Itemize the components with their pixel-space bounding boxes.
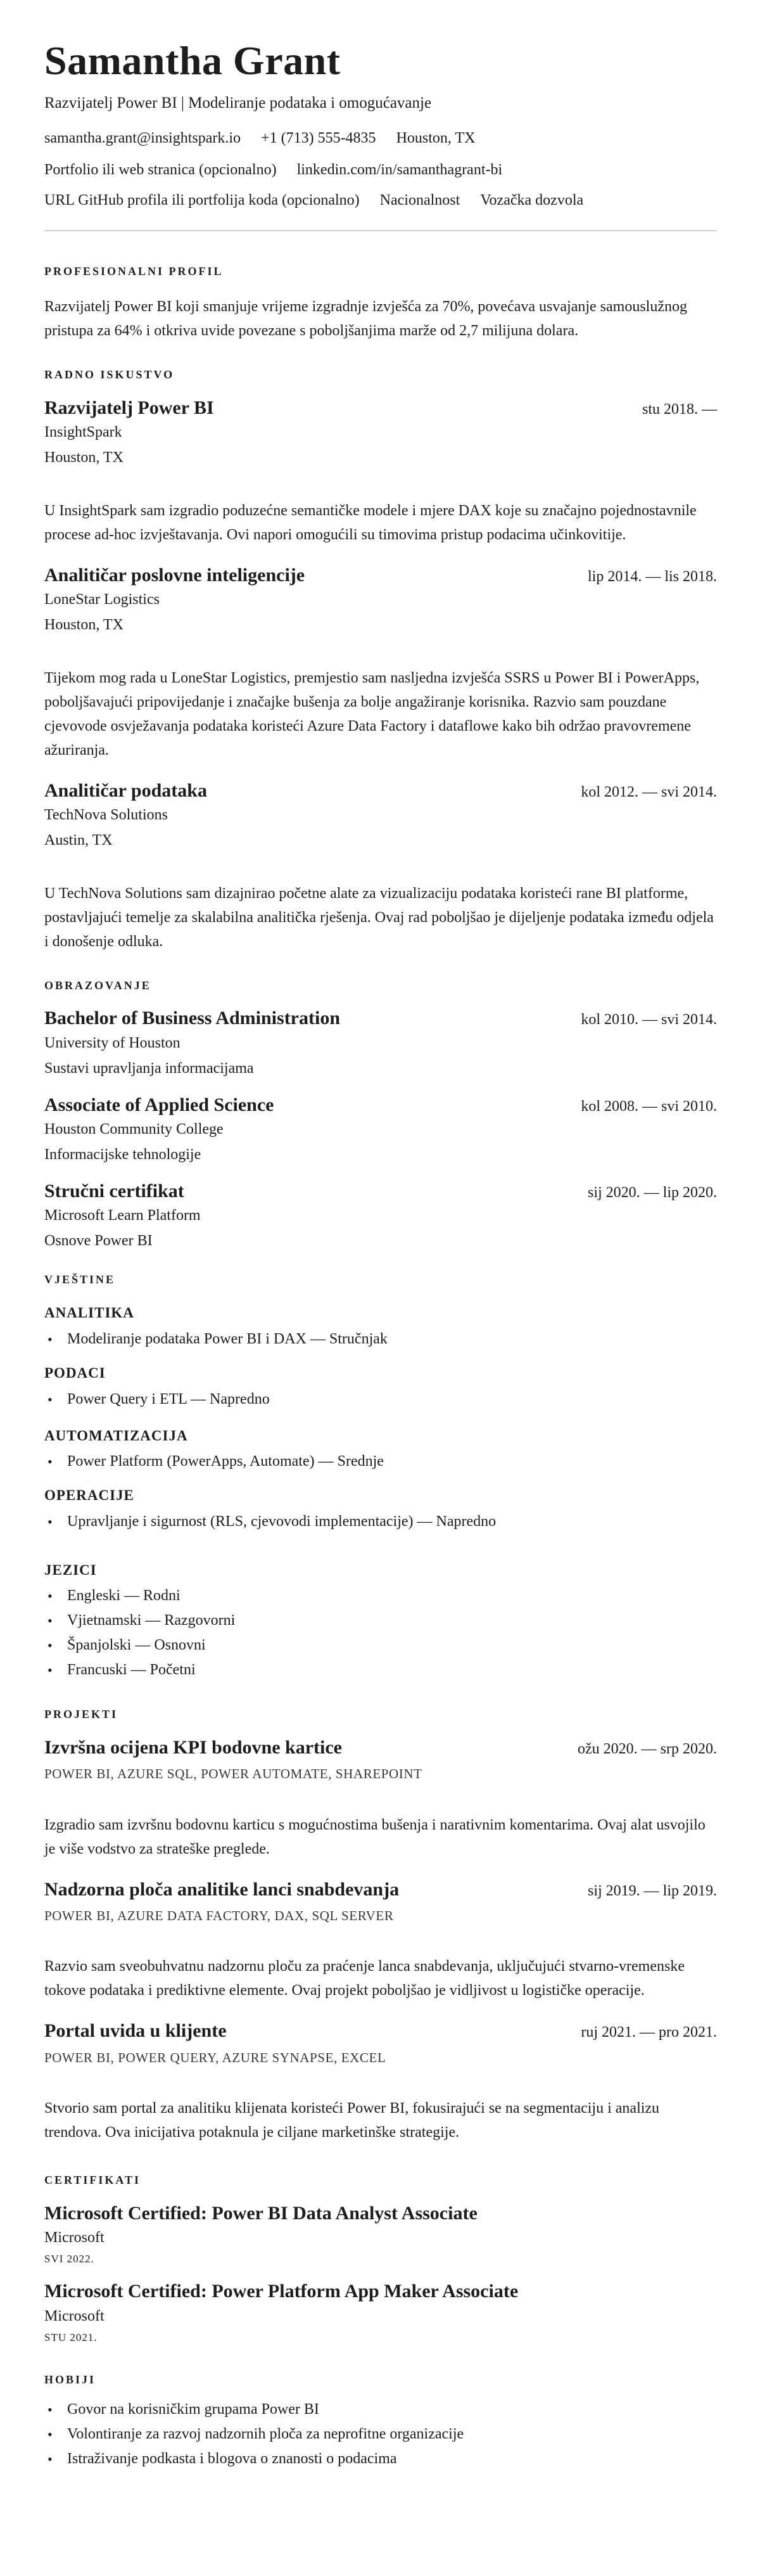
person-name: Samantha Grant [44,38,341,83]
experience-entry-head [44,397,717,420]
project-technologies: POWER BI, POWER QUERY, AZURE SYNAPSE, EXCEL [44,2049,386,2065]
project-title: Portal uvida u klijente [44,2020,227,2042]
nationality-placeholder: Nacionalnost [379,191,460,208]
language-item: • Francuski — Početni [44,1660,713,1680]
certificate-entry [44,2203,717,2266]
certificates-section-label: CERTIFIKATI [44,2173,141,2186]
hobby-item: • Istraživanje podkasta i blogova o znanosti o podacima [44,2449,713,2469]
skill-category-operations: OPERACIJE [44,1487,134,1504]
skill-list [44,1390,717,1409]
project-entry-head [44,1737,717,1759]
section-skills [44,1273,717,1681]
certificate-issuer: Microsoft [44,2229,104,2246]
header-divider [44,230,717,231]
job-title: Analitičar poslovne inteligencije [44,564,305,586]
job-company: InsightSpark [44,424,122,441]
job-company: TechNova Solutions [44,807,168,824]
project-entry [44,1737,717,1861]
headline: Razvijatelj Power BI | Modeliranje podataka i omogućavanje [44,94,432,112]
project-entry-head [44,2020,717,2042]
contact-row-1 [44,129,717,148]
degree-school: University of Houston [44,1034,180,1051]
job-description: Tijekom mog rada u LoneStar Logistics, premjestio sam nasljedna izvješća SSRS u Power BI i PowerApps, poboljšavajući pripovijedanje i značajke bušenja za bolje angažiranje korisnika. Razvio sam pouzdane cjevovode osvježavanja podataka koristeći Azure Data Factory i dataflowe kako bih održao pravovremene ažuriranja. [44,669,700,759]
resume-header [44,38,717,209]
experience-entry [44,397,717,547]
driving-license-placeholder: Vozačka dozvola [480,191,584,208]
project-description: Izgradio sam izvršnu bodovnu karticu s mogućnostima bušenja i narativnim komentarima. Ovaj alat usvojilo je više vodstvo za strateške preglede. [44,1816,706,1857]
degree-title: Stručni certifikat [44,1180,184,1201]
project-technologies: POWER BI, AZURE SQL, POWER AUTOMATE, SHAREPOINT [44,1766,422,1782]
education-section-label: OBRAZOVANJE [44,978,151,992]
project-technologies: POWER BI, AZURE DATA FACTORY, DAX, SQL SERVER [44,1908,394,1924]
language-item: • Engleski — Rodni [44,1586,713,1606]
linkedin-url: linkedin.com/in/samanthagrant-bi [296,161,503,178]
job-title: Analitičar podataka [44,779,207,801]
certificate-issuer: Microsoft [44,2307,104,2324]
education-entry [44,1181,717,1250]
phone: +1 (713) 555-4835 [261,130,376,146]
hobby-item: • Govor na korisničkim grupama Power BI [44,2400,713,2419]
project-dates: sij 2019. — lip 2019. [587,1882,717,1899]
job-location: Houston, TX [44,449,124,466]
experience-section-label: RADNO ISKUSTVO [44,368,175,381]
certificate-title: Microsoft Certified: Power BI Data Analyst Associate [44,2202,478,2224]
skill-item: • Modeliranje podataka Power BI i DAX — Stručnjak [44,1330,713,1349]
skill-category-automation: AUTOMATIZACIJA [44,1427,188,1444]
skill-category-data: PODACI [44,1364,106,1381]
skill-category-languages: JEZICI [44,1561,97,1578]
section-certificates [44,2174,717,2344]
project-dates: ruj 2021. — pro 2021. [581,2024,717,2041]
project-title: Nadzorna ploča analitike lanci snabdevanja [44,1878,400,1900]
github-placeholder: URL GitHub profila ili portfolija koda (opcionalno) [44,191,360,208]
skill-item: • Power Query i ETL — Napredno [44,1390,713,1409]
job-description: U InsightSpark sam izgradio poduzećne semantičke modele i mjere DAX koje su značajno pojednostavnile procese ad-hoc izvještavanja. Ovi napori omogućili su timovima pristup podacima učinkovitije. [44,502,697,543]
degree-dates: sij 2020. — lip 2020. [587,1184,717,1201]
education-entry-head [44,1094,717,1117]
language-item: • Vjietnamski — Razgovorni [44,1611,713,1631]
certificate-date: STU 2021. [44,2331,98,2343]
hobby-item: • Volontiranje za razvoj nadzornih ploča za neprofitne organizacije [44,2425,713,2444]
job-dates: lip 2014. — lis 2018. [587,568,717,585]
location: Houston, TX [396,130,476,146]
language-item: • Španjolski — Osnovni [44,1636,713,1655]
section-education [44,979,717,1250]
degree-title: Bachelor of Business Administration [44,1008,341,1029]
email: samantha.grant@insightspark.io [44,130,241,146]
profile-summary: Razvijatelj Power BI koji smanjuje vrijeme izgradnje izvješća za 70%, povećava usvajanje samouslužnog pristupa za 64% i otkriva uvide povezane s poboljšanjima marže od 2,7 milijuna dolara. [44,298,687,339]
education-entry [44,1094,717,1164]
project-title: Izvršna ocijena KPI bodovne kartice [44,1736,342,1758]
degree-field: Sustavi upravljanja informacijama [44,1060,254,1077]
job-location: Houston, TX [44,616,124,633]
degree-title: Associate of Applied Science [44,1094,274,1115]
hobby-list [44,2400,717,2469]
language-list [44,1586,717,1680]
experience-entry-head [44,780,717,802]
skill-list [44,1512,717,1532]
projects-section-label: PROJEKTI [44,1708,118,1721]
job-company: LoneStar Logistics [44,591,160,608]
degree-school: Microsoft Learn Platform [44,1207,201,1224]
skill-list [44,1330,717,1349]
project-entry [44,2020,717,2144]
experience-entry [44,780,717,954]
hobbies-section-label: HOBIJI [44,2373,96,2386]
section-experience [44,368,717,954]
degree-field: Osnove Power BI [44,1232,153,1249]
job-dates: stu 2018. — [642,400,717,418]
experience-entry [44,565,717,762]
degree-dates: kol 2008. — svi 2010. [581,1098,717,1115]
section-hobbies [44,2373,717,2469]
project-entry-head [44,1879,717,1901]
project-description: Razvio sam sveobuhvatnu nadzornu ploču za praćenje lanca snabdevanja, uključujući stvarno-vremenske tokove podataka i prediktivne elemente. Ovaj projekt poboljšao je vidljivost u logističke operacije. [44,1958,685,1999]
job-title: Razvijatelj Power BI [44,397,214,418]
certificate-title: Microsoft Certified: Power Platform App Maker Associate [44,2281,519,2302]
degree-dates: kol 2010. — svi 2014. [581,1011,717,1028]
section-projects [44,1708,717,2144]
job-location: Austin, TX [44,832,113,849]
job-dates: kol 2012. — svi 2014. [581,783,717,800]
education-entry [44,1008,717,1077]
education-entry-head [44,1008,717,1030]
skill-list [44,1452,717,1471]
contact-row-2 [44,161,717,179]
project-entry [44,1879,717,2003]
profile-section-label: PROFESIONALNI PROFIL [44,265,224,278]
project-dates: ožu 2020. — srp 2020. [578,1740,717,1757]
degree-field: Informacijske tehnologije [44,1146,201,1163]
section-profile [44,265,717,343]
skill-item: • Upravljanje i sigurnost (RLS, cjevovodi implementacije) — Napredno [44,1512,713,1532]
project-description: Stvorio sam portal za analitiku klijenata koristeći Power BI, fokusirajući se na segmentaciju i analizu trendova. Ova inicijativa potaknula je ciljane marketinške strategije. [44,2099,660,2141]
skill-category-analytics: ANALITIKA [44,1305,134,1321]
degree-school: Houston Community College [44,1121,224,1138]
education-entry-head [44,1181,717,1203]
skills-section-label: VJEŠTINE [44,1272,116,1286]
portfolio-placeholder: Portfolio ili web stranica (opcionalno) [44,161,277,178]
certificate-entry [44,2281,717,2344]
contact-row-3 [44,191,717,210]
experience-entry-head [44,565,717,587]
job-description: U TechNova Solutions sam dizajnirao početne alate za vizualizaciju podataka koristeći rane BI platforme, postavljajući temelje za skalabilna analitička rješenja. Ovaj rad poboljšao je dijeljenje podataka između odjela i donošenje odluka. [44,885,714,950]
certificate-date: SVI 2022. [44,2252,94,2265]
skill-item: • Power Platform (PowerApps, Automate) — Srednje [44,1452,713,1471]
